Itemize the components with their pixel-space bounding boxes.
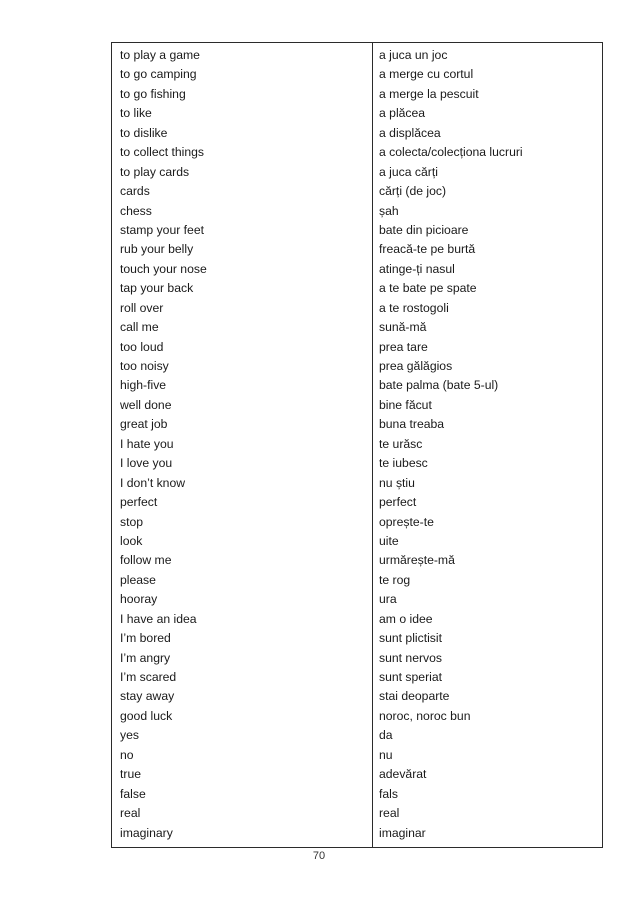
english-term-cell: to dislike [120,125,168,140]
romanian-translation-cell: sunt speriat [379,670,443,684]
english-term-cell: I’m bored [120,631,171,646]
romanian-translation-cell: uite [379,533,399,548]
romanian-translation-cell: urmărește-mă [379,553,455,568]
english-column [112,43,373,847]
english-term-cell: perfect [120,495,158,510]
romanian-translation-cell: a merge cu cortul [379,67,474,82]
english-term-cell: imaginary [120,825,173,840]
english-term-cell: well done [120,397,172,412]
english-term-cell: I’m scared [120,670,177,684]
romanian-translation-cell: freacă-te pe burtă [379,242,476,257]
english-term-cell: I’m angry [120,650,171,665]
romanian-translation-cell: nu [379,747,393,762]
romanian-translation-cell: bate din picioare [379,222,469,237]
romanian-translation-cell: am o idee [379,611,433,626]
english-term-cell: stay away [120,689,175,704]
english-term-cell: great job [120,417,168,432]
english-term-cell: to go fishing [120,86,186,101]
english-term-cell: I hate you [120,436,174,451]
romanian-translation-cell: noroc, noroc bun [379,708,471,723]
romanian-translation-cell: imaginar [379,825,426,840]
english-term-cell: good luck [120,708,173,723]
english-term-cell: high-five [120,378,167,393]
vocabulary-table [111,42,603,848]
english-term-cell: touch your nose [120,261,207,276]
romanian-translation-cell: adevărat [379,767,427,782]
romanian-translation-cell: nu știu [379,475,415,490]
english-term-cell: I love you [120,456,173,471]
english-term-cell: I don’t know [120,475,186,490]
english-term-cell: cards [120,184,150,199]
english-term-cell: rub your belly [120,242,194,257]
page-number: 70 [312,850,326,862]
english-term-cell: real [120,806,141,821]
english-term-cell: true [120,767,142,782]
romanian-column [373,43,602,847]
romanian-translation-cell: cărți (de joc) [379,184,447,199]
romanian-translation-cell: prea gălăgios [379,359,453,373]
romanian-translation-cell: te rog [379,572,411,587]
romanian-translation-cell: bate palma (bate 5-ul) [379,378,499,393]
english-term-cell: hooray [120,592,158,607]
romanian-translation-cell: sunt plictisit [379,631,442,646]
romanian-translation-cell: a juca cărți [379,164,438,179]
english-term-cell: roll over [120,300,164,315]
english-term-cell: look [120,533,143,548]
romanian-translation-cell: perfect [379,495,417,510]
romanian-translation-cell: a merge la pescuit [379,86,479,101]
romanian-translation-cell: da [379,728,393,743]
english-term-cell: yes [120,728,139,743]
english-term-cell: too loud [120,339,164,354]
romanian-translation-cell: fals [379,786,398,801]
romanian-translation-cell: buna treaba [379,417,445,432]
romanian-translation-cell: a displăcea [379,125,441,140]
romanian-translation-cell: a te bate pe spate [379,281,477,296]
romanian-translation-cell: oprește-te [379,514,434,529]
romanian-translation-cell: bine făcut [379,397,432,412]
romanian-translation-cell: stai deoparte [379,689,450,704]
english-term-cell: no [120,747,134,762]
romanian-translation-cell: ura [379,592,397,607]
english-term-cell: too noisy [120,359,169,373]
english-term-cell: stop [120,514,144,529]
english-term-cell: to collect things [120,145,205,160]
romanian-translation-cell: prea tare [379,339,428,354]
romanian-translation-cell: a plăcea [379,106,426,121]
romanian-translation-cell: șah [379,203,399,218]
english-term-cell: to play cards [120,164,190,179]
english-term-cell: false [120,786,146,801]
english-term-cell: to play a game [120,48,200,62]
romanian-translation-cell: sună-mă [379,320,427,335]
english-term-cell: I have an idea [120,611,197,626]
romanian-translation-cell: a colecta/colecționa lucruri [379,145,523,160]
english-term-cell: to go camping [120,67,197,82]
romanian-translation-cell: a juca un joc [379,48,448,62]
english-term-cell: chess [120,203,152,218]
english-term-cell: call me [120,320,159,335]
romanian-translation-cell: real [379,806,400,821]
english-term-cell: tap your back [120,281,194,296]
romanian-translation-cell: te iubesc [379,456,428,471]
romanian-translation-cell: atinge-ți nasul [379,261,455,276]
english-term-cell: please [120,572,156,587]
romanian-translation-cell: sunt nervos [379,650,443,665]
english-term-cell: stamp your feet [120,222,204,237]
romanian-translation-cell: te urăsc [379,436,423,451]
english-term-cell: follow me [120,553,172,568]
romanian-translation-cell: a te rostogoli [379,300,449,315]
english-term-cell: to like [120,106,152,121]
